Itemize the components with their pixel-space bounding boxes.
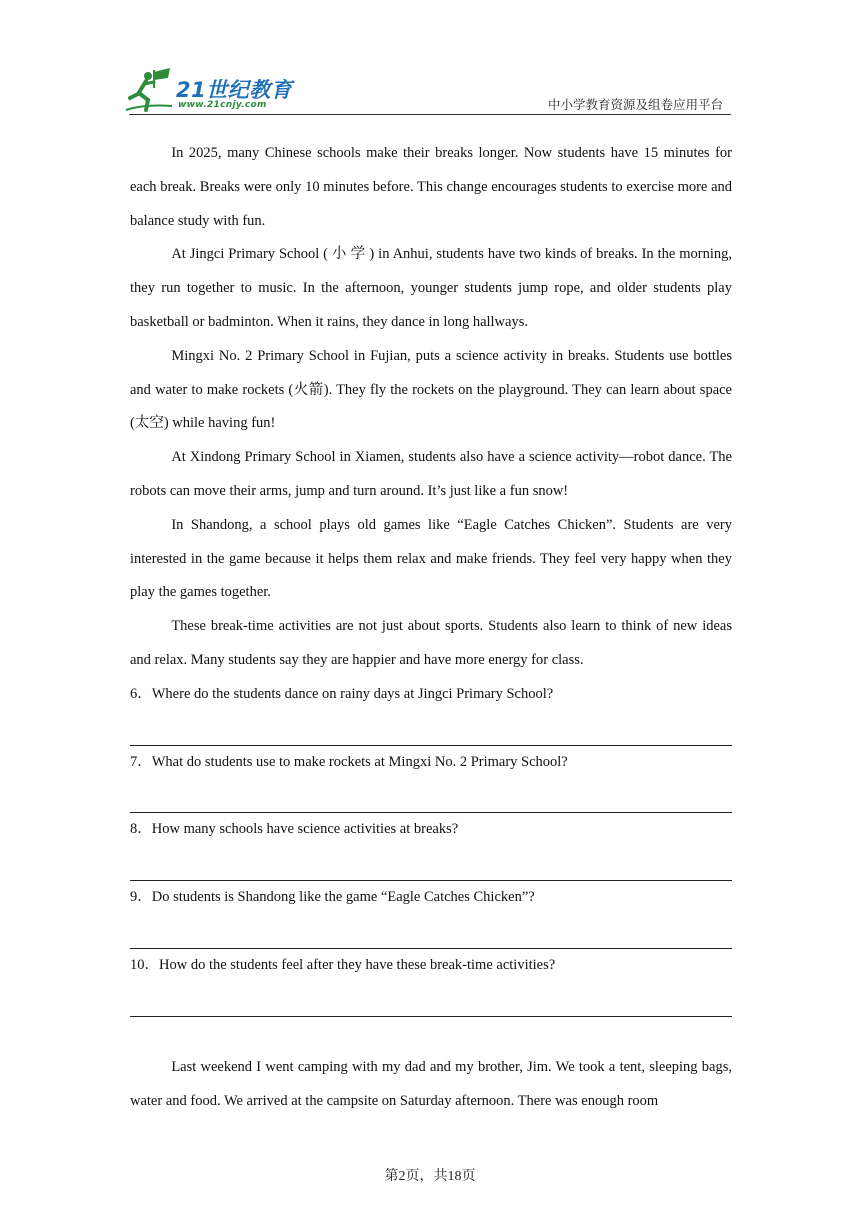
site-logo — [124, 66, 294, 116]
section-gap — [130, 1017, 732, 1051]
next-passage-paragraph: Last weekend I went camping with my dad and my brother, Jim. We took a tent, sleeping bags, water and food. We arrived at the campsite on Saturday afternoon. There was enough room — [130, 1058, 732, 1109]
question-10: 10．How do the students feel after they have these break-time activities? — [130, 956, 556, 973]
passage-paragraph: These break-time activities are not just about sports. Students also learn to think of new ideas and relax. Many students say they are happier and have more energy for class. — [130, 618, 732, 668]
passage-paragraph: In Shandong, a school plays old games like “Eagle Catches Chicken”. Students are very interested in the game because it helps them relax and make friends. They feel very happy when they play the games together. — [130, 516, 732, 601]
page-number: 第2页，共18页 — [384, 1169, 476, 1184]
question-6: 6．Where do the students dance on rainy days at Jingci Primary School? — [130, 685, 554, 702]
passage-paragraph: At Xindong Primary School in Xiamen, students also have a science activity—robot dance. The robots can move their arms, jump and turn around. It’s just like a fun snow! — [130, 449, 732, 499]
passage-paragraph: At Jingci Primary School ( 小 学 ) in Anhui, students have two kinds of breaks. In the morning, they run together to music. In the afternoon, younger students jump rope, and older students play basketball or badminton. When it rains, they dance in long hallways. — [130, 246, 732, 330]
question-7: 7．What do students use to make rockets at Mingxi No. 2 Primary School? — [130, 753, 568, 770]
question-9: 9．Do students is Shandong like the game “Eagle Catches Chicken”? — [130, 889, 535, 906]
answer-line-8[interactable] — [130, 847, 732, 881]
answer-line-7[interactable] — [130, 779, 732, 813]
page-content — [130, 137, 732, 1118]
answer-line-9[interactable] — [130, 915, 732, 949]
answer-line-6[interactable] — [130, 712, 732, 746]
passage-paragraph: Mingxi No. 2 Primary School in Fujian, puts a science activity in breaks. Students use bottles and water to make rockets (火箭). They fly the rockets on the playground. They can learn about space (太空) while having fun! — [130, 347, 732, 432]
logo-url: www.21cnjy.com — [178, 100, 267, 110]
page-header — [0, 0, 860, 120]
logo-text: 21世纪教育 — [176, 78, 293, 102]
running-figure-icon — [124, 66, 180, 116]
answer-line-10[interactable] — [130, 983, 732, 1017]
passage-paragraph: In 2025, many Chinese schools make their breaks longer. Now students have 15 minutes for each break. Breaks were only 10 minutes before. This change encourages students to exercise more and balance study with fun. — [130, 145, 732, 229]
header-platform-title: 中小学教育资源及组卷应用平台 — [547, 97, 723, 112]
header-divider — [129, 114, 731, 115]
question-8: 8．How many schools have science activities at breaks? — [130, 821, 459, 838]
